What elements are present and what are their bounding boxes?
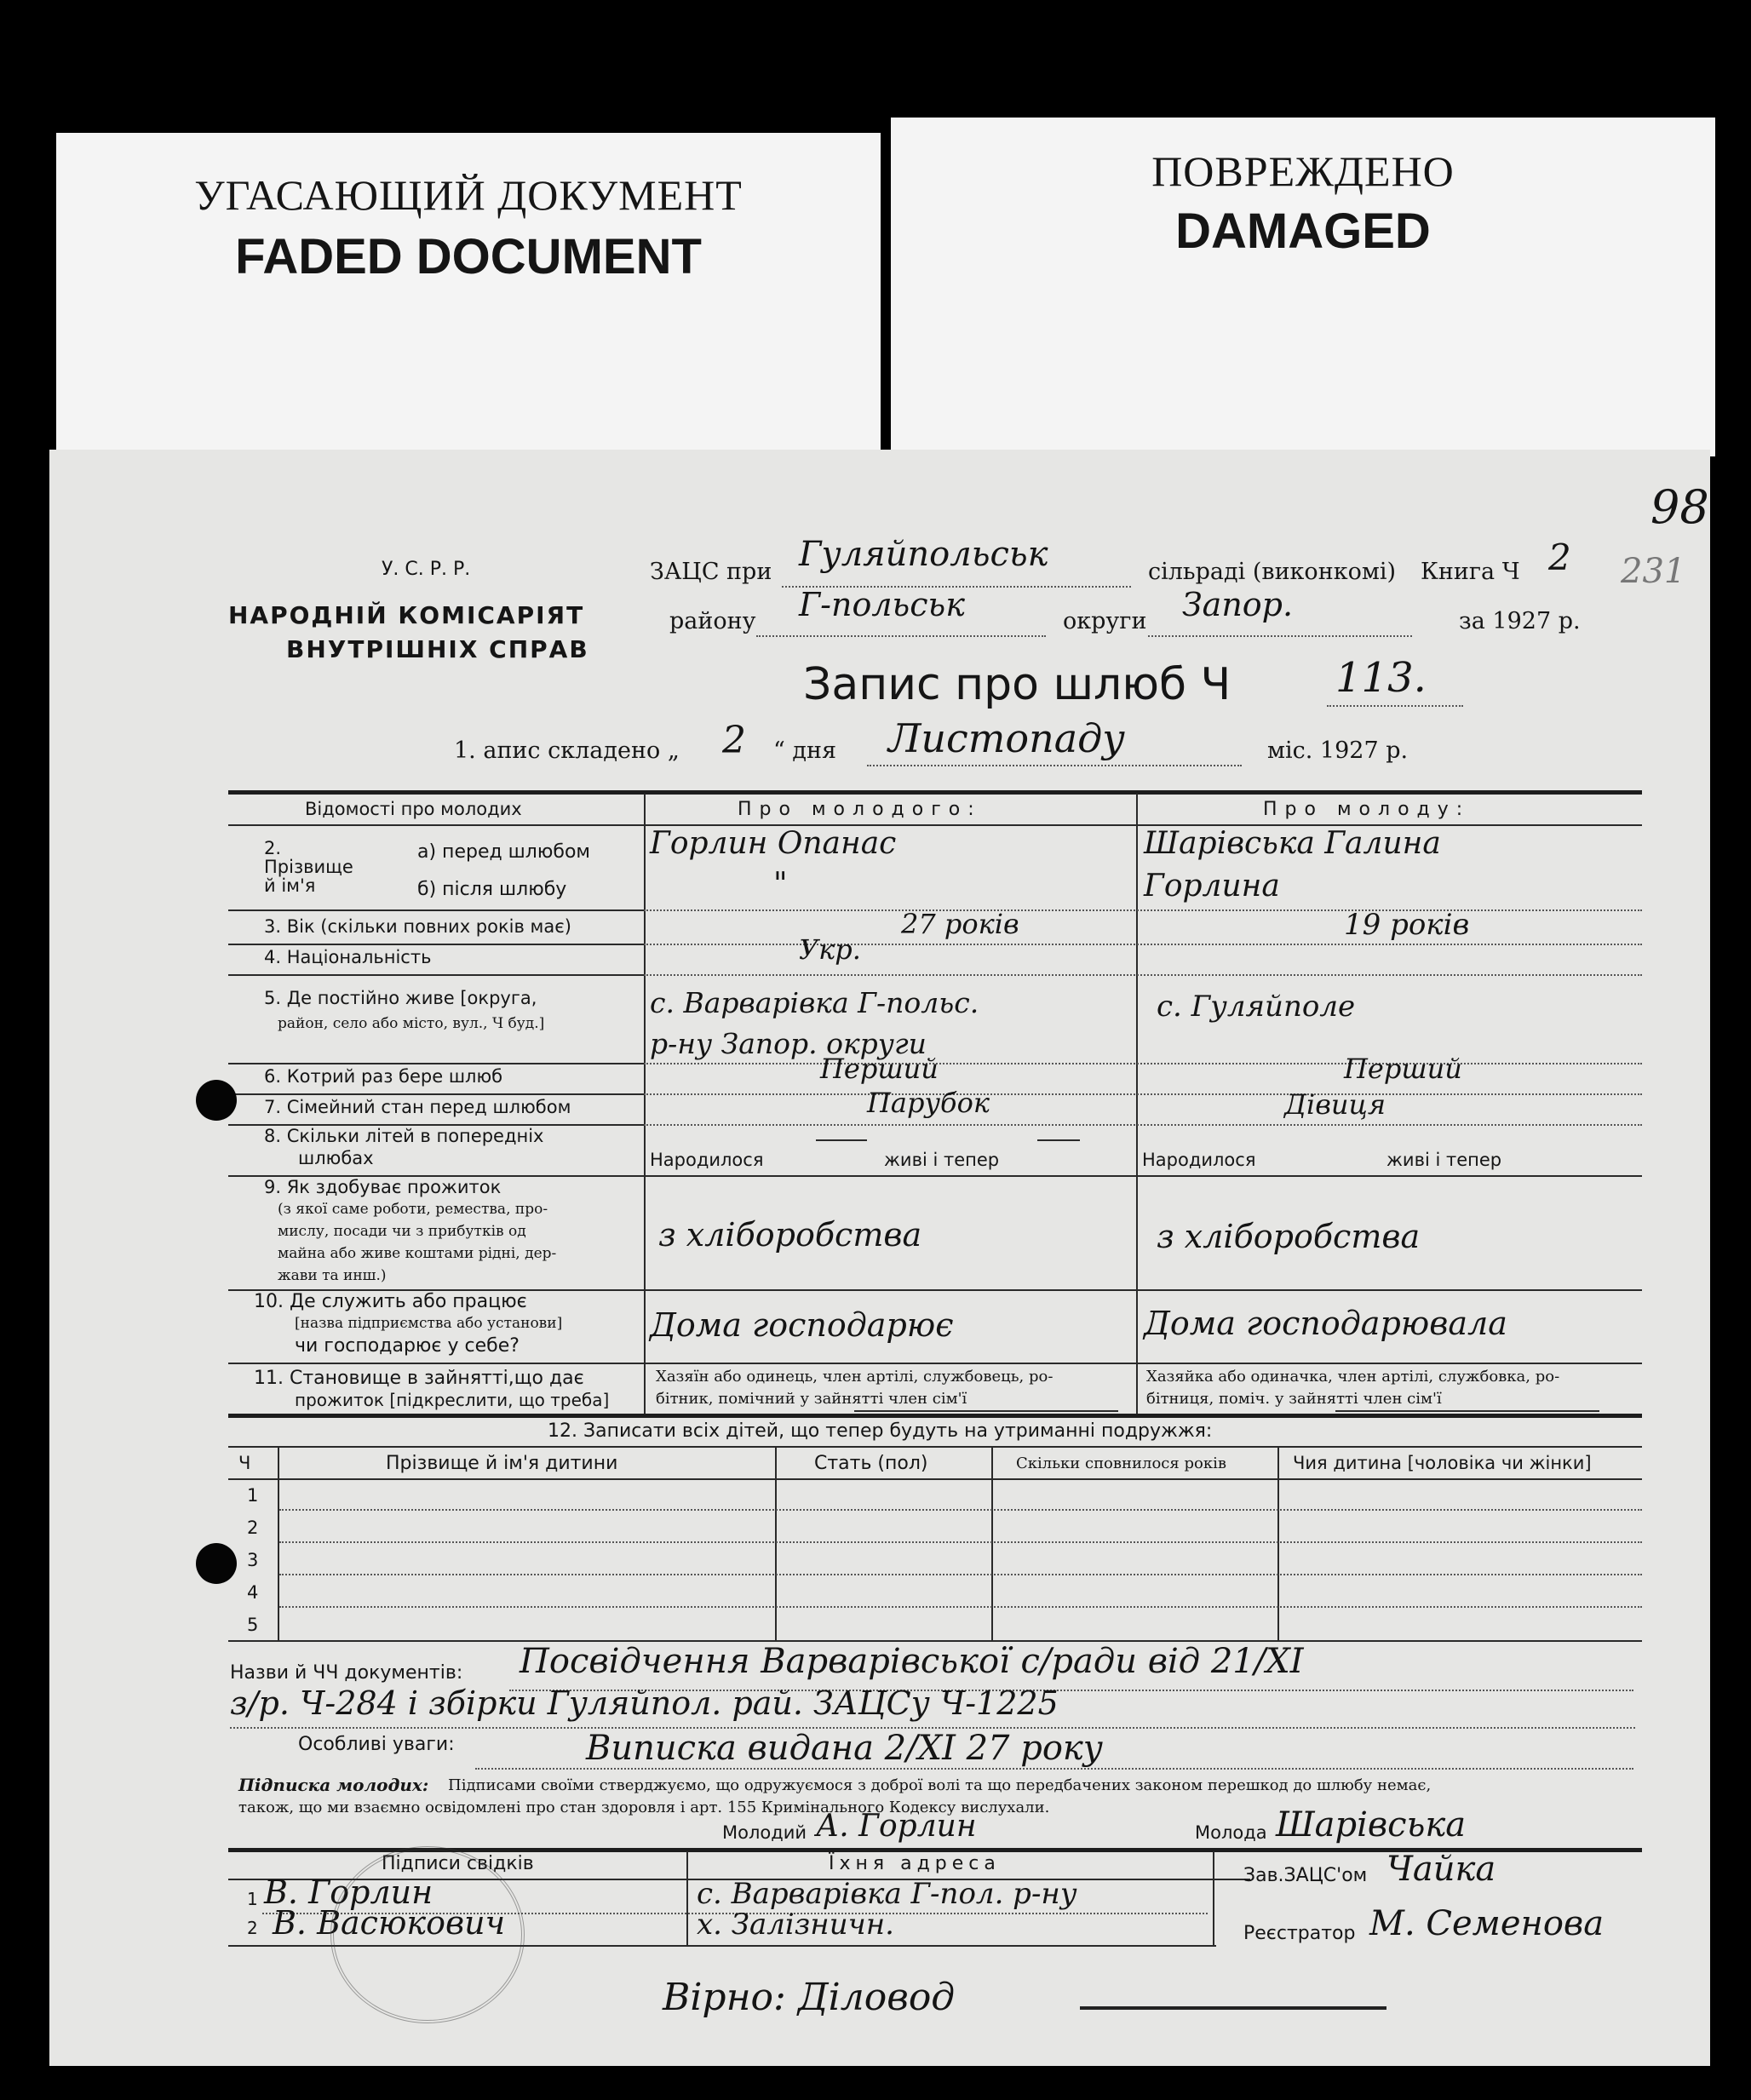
witness-2-address: х. Залізничн. [697, 1908, 894, 1942]
row-9-sub-1: (з якої саме роботи, ремества, про- [278, 1201, 548, 1218]
col-header-groom: Про молодого: [738, 799, 982, 820]
row-6-label: 6. Котрий раз бере шлюб [264, 1066, 503, 1087]
date-mid: “ дня [773, 737, 837, 764]
signature-text-1: Підписами своїми стверджуємо, що одружуємося з доброї волі та що передбачених законом перешкод до шлюбу немає, [448, 1776, 1432, 1794]
okrug-label: округи [1063, 608, 1147, 634]
bride-age: 19 років [1344, 908, 1470, 942]
groom-residence-2: р-ну Запор. округи [650, 1027, 927, 1060]
children-col-name: Прізвище й ім'я дитини [386, 1453, 618, 1474]
ministry-line-2: ВНУТРІШНІХ СПРАВ [286, 635, 589, 663]
row-11-label: 11. Становище в зайнятті,що дає [254, 1368, 584, 1389]
witness-2-signature: В. Васюкович [273, 1904, 506, 1942]
groom-children-born-label: Народилося [650, 1150, 764, 1170]
row-2-label: 2. Прізвище й ім'я [264, 838, 353, 896]
year-label: за 1927 р. [1459, 608, 1581, 634]
groom-livelihood: з хліборобства [658, 1216, 922, 1254]
date-prefix: 1. апис складено „ [454, 737, 680, 764]
row-10-label: 10. Де служить або працює [254, 1291, 527, 1312]
witnesses-col-address: Їхня адреса [829, 1853, 1001, 1874]
council-label: сільраді (виконкомі) [1148, 559, 1396, 585]
zags-label: ЗАЦС при [650, 559, 772, 585]
groom-signature-label: Молодий [722, 1822, 807, 1843]
zags-value: Гуляйпольськ [799, 535, 1048, 574]
row-5-label-sub: район, село або місто, вул., Ч буд.] [278, 1015, 545, 1032]
groom-residence-1: с. Варварівка Г-польс. [650, 986, 979, 1019]
child-row-num: 2 [247, 1518, 259, 1538]
groom-workplace: Дома господарює [650, 1306, 954, 1344]
bride-marriage-count: Перший [1344, 1053, 1462, 1085]
record-title: Запис про шлюб Ч [803, 659, 1231, 710]
groom-marital-status: Парубок [867, 1087, 990, 1119]
row-8-label: 8. Скільки літей в попередніх [264, 1126, 544, 1146]
row-11-label-sub: прожиток [підкреслити, що треба] [295, 1390, 610, 1410]
row-2b-label: б) після шлюбу [417, 879, 567, 900]
children-col-sex: Стать (пол) [814, 1453, 928, 1474]
witness-1-address: с. Варварівка Г-пол. р-ну [697, 1877, 1077, 1911]
registrar-signature: М. Семенова [1369, 1904, 1605, 1943]
bride-children-alive-label: живі і тепер [1386, 1150, 1502, 1170]
witness-num: 1 [247, 1889, 258, 1909]
groom-surname-after: " [773, 867, 788, 902]
groom-employment-options-1: Хазяїн або одинець, член артілі, службовець, ро- [656, 1368, 1053, 1386]
registrar-label: Реєстратор [1243, 1923, 1356, 1944]
page-number: 98 [1651, 480, 1709, 534]
child-row-num: 1 [247, 1485, 259, 1506]
witnesses-col-signature: Підписи свідків [382, 1853, 534, 1874]
bride-employment-options-1: Хазяйка або одиначка, член артілі, службовка, ро- [1146, 1368, 1560, 1386]
damaged-label-en: DAMAGED [1175, 204, 1431, 259]
row-9-label: 9. Як здобуває прожиток [264, 1177, 502, 1197]
groom-surname-before: Горлин Опанас [650, 826, 897, 861]
groom-nationality: Укр. [799, 933, 861, 966]
child-row-num: 5 [247, 1615, 259, 1635]
official-stamp [330, 1846, 525, 2023]
documents-line-2: з/р. Ч-284 і збірки Гуляйпол. рай. ЗАЦСу Ч-1225 [230, 1684, 1059, 1722]
certified-by: Вірно: Діловод [663, 1976, 956, 2019]
bride-signature: Шарівська [1276, 1805, 1467, 1845]
okrug-value: Запор. [1182, 586, 1294, 623]
notes-value: Виписка видана 2/XI 27 року [586, 1729, 1103, 1768]
bride-signature-label: Молода [1195, 1822, 1267, 1843]
row-10-sub-2: чи господарює у себе? [295, 1335, 520, 1357]
row-9-sub-4: жави та инш.) [278, 1267, 387, 1284]
bride-residence: с. Гуляйполе [1157, 990, 1356, 1024]
children-title: 12. Записати всіх дітей, що тепер будуть на утриманні подружжя: [548, 1420, 1213, 1442]
groom-employment-options-2: бітник, помічний у зайнятті член сім'ї [656, 1390, 967, 1408]
bride-employment-options-2: бітниця, поміч. у зайнятті член сім'ї [1146, 1390, 1442, 1408]
damaged-card [891, 118, 1715, 456]
punch-hole [196, 1080, 237, 1121]
row-3-label: 3. Вік (скільки повних років має) [264, 916, 571, 937]
row-5-label: 5. Де постійно живе [округа, [264, 988, 537, 1008]
faded-label-en: FADED DOCUMENT [235, 229, 702, 284]
bride-workplace: Дома господарювала [1144, 1305, 1507, 1342]
children-col-whose: Чия дитина [чоловіка чи жінки] [1293, 1453, 1592, 1473]
district-label: району [669, 608, 756, 634]
witness-1-signature: В. Горлин [264, 1873, 433, 1911]
head-signature: Чайка [1386, 1850, 1496, 1889]
page-number-secondary: 231 [1621, 552, 1686, 591]
book-label: Книга Ч [1421, 559, 1520, 585]
witness-num: 2 [247, 1918, 258, 1938]
notes-label: Особливі уваги: [298, 1734, 455, 1755]
groom-children-alive-label: живі і тепер [884, 1150, 1000, 1170]
signature-heading: Підписка молодих: [238, 1775, 429, 1795]
record-number: 113. [1335, 654, 1427, 702]
bride-children-born-label: Народилося [1142, 1150, 1256, 1170]
row-10-sub-1: [назва підприємства або установи] [295, 1315, 563, 1332]
faded-label-ru: УГАСАЮЩИЙ ДОКУМЕНТ [194, 171, 743, 219]
bride-surname-before: Шарівська Галина [1144, 826, 1441, 861]
book-value: 2 [1548, 536, 1571, 578]
groom-marriage-count: Перший [820, 1053, 939, 1085]
signature-text-2: також, що ми взаємно освідомлені про стан здоровля і арт. 155 Кримінального Кодексу вислухали. [238, 1799, 1050, 1816]
ussr-label: У. С. Р. Р. [382, 559, 471, 580]
row-2a-label: а) перед шлюбом [417, 841, 591, 863]
documents-line-1: Посвідчення Варварівської с/ради від 21/XI [520, 1642, 1304, 1681]
row-8-label-sub: шлюбах [298, 1148, 374, 1168]
damaged-label-ru: ПОВРЕЖДЕНО [1151, 147, 1455, 195]
documents-label: Назви й ЧЧ документів: [230, 1662, 463, 1684]
bride-surname-after: Горлина [1144, 869, 1280, 904]
child-row-num: 3 [247, 1550, 259, 1570]
district-value: Г-польськ [799, 586, 965, 623]
child-row-num: 4 [247, 1582, 259, 1603]
marriage-record-sheet [49, 450, 1710, 2066]
head-label: Зав.ЗАЦС'ом [1243, 1865, 1368, 1886]
row-9-sub-2: мислу, посади чи з прибутків од [278, 1223, 526, 1240]
row-9-sub-3: майна або живе коштами рідні, дер- [278, 1245, 557, 1262]
bride-marital-status: Дівиця [1284, 1088, 1386, 1121]
groom-signature: А. Горлин [816, 1809, 977, 1844]
date-day: 2 [722, 719, 746, 762]
children-col-age: Скільки сповнилося років [1016, 1455, 1226, 1472]
col-header-bride: Про молоду: [1263, 799, 1471, 820]
date-month: Листопаду [888, 715, 1125, 761]
col-header-info: Відомості про молодих [305, 799, 522, 819]
date-suffix: міс. 1927 р. [1267, 737, 1409, 764]
ministry-line-1: НАРОДНІЙ КОМІСАРІЯТ [228, 601, 585, 629]
row-4-label: 4. Національність [264, 947, 432, 967]
groom-age: 27 років [901, 908, 1019, 940]
faded-document-card [56, 133, 881, 456]
bride-livelihood: з хліборобства [1157, 1218, 1421, 1255]
punch-hole [196, 1543, 237, 1584]
children-col-num: Ч [238, 1453, 251, 1473]
row-7-label: 7. Сімейний стан перед шлюбом [264, 1097, 571, 1117]
